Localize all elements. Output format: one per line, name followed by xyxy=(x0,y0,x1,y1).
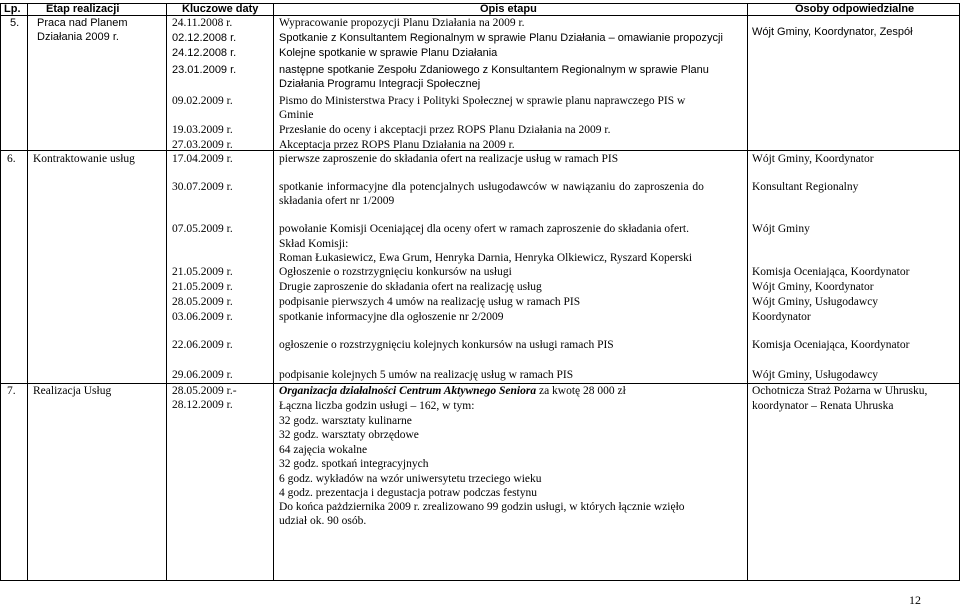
responsible-persons: Wójt Gminy, Koordynator, Zespół xyxy=(752,26,913,38)
responsible-persons: Wójt Gminy xyxy=(752,223,810,235)
key-date: 24.12.2008 r. xyxy=(172,47,237,59)
stage-description: Przesłanie do oceny i akceptacji przez ROPS Planu Działania na 2009 r. xyxy=(279,124,611,136)
column-border xyxy=(166,3,167,581)
key-date: 17.04.2009 r. xyxy=(172,153,233,165)
stage-description: podpisanie pierwszych 4 umów na realizację usług w ramach PIS xyxy=(279,296,581,308)
key-date: 09.02.2009 r. xyxy=(172,95,233,107)
stage-description: Wypracowanie propozycji Planu Działania na 2009 r. xyxy=(279,17,525,29)
service-detail: 32 godz. warsztaty obrzędowe xyxy=(279,429,419,441)
key-date: 07.05.2009 r. xyxy=(172,223,233,235)
key-date: 29.06.2009 r. xyxy=(172,369,233,381)
service-amount: za kwotę 28 000 zł xyxy=(536,385,626,397)
key-date: 21.05.2009 r. xyxy=(172,266,233,278)
stage-description: spotkanie informacyjne dla potencjalnych usługodawców w nawiązaniu do zaproszenia do xyxy=(279,181,704,193)
column-border xyxy=(27,3,28,581)
responsible-persons: koordynator – Renata Uhruska xyxy=(752,400,894,412)
header-opis: Opis etapu xyxy=(480,3,537,15)
key-date: 19.03.2009 r. xyxy=(172,124,233,136)
header-daty: Kluczowe daty xyxy=(182,3,259,15)
key-date: 02.12.2008 r. xyxy=(172,32,237,44)
key-date: 28.05.2009 r.- xyxy=(172,385,237,397)
key-date: 30.07.2009 r. xyxy=(172,181,233,193)
header-osoby: Osoby odpowiedzialne xyxy=(795,3,915,15)
stage-description: ogłoszenie o rozstrzygnięciu kolejnych konkursów na usługi ramach PIS xyxy=(279,339,614,351)
service-detail: udział ok. 90 osób. xyxy=(279,515,367,527)
key-date: 03.06.2009 r. xyxy=(172,311,233,323)
service-title: Organizacja działalności Centrum Aktywnego Seniora xyxy=(279,385,537,397)
responsible-persons: Wójt Gminy, Usługodawcy xyxy=(752,296,879,308)
stage-description: Drugie zaproszenie do składania ofert na realizację usług xyxy=(279,281,542,293)
stage-description: pierwsze zaproszenie do składania ofert na realizacje usług w ramach PIS xyxy=(279,153,619,165)
responsible-persons: Koordynator xyxy=(752,311,811,323)
stage-description: składania ofert nr 1/2009 xyxy=(279,195,395,207)
key-date: 28.05.2009 r. xyxy=(172,296,233,308)
responsible-persons: Wójt Gminy, Koordynator xyxy=(752,281,874,293)
table-bottom-border xyxy=(0,580,960,581)
section-stage: Realizacja Usług xyxy=(33,385,112,397)
stage-description: powołanie Komisji Oceniającej dla oceny ofert w ramach zaproszenie do składania ofert. xyxy=(279,223,689,235)
service-detail: 64 zajęcia wokalne xyxy=(279,444,368,456)
responsible-persons: Wójt Gminy, Koordynator xyxy=(752,153,874,165)
key-date: 21.05.2009 r. xyxy=(172,281,233,293)
stage-description: Akceptacja przez ROPS Planu Działania na 2009 r. xyxy=(279,139,515,151)
key-date: 22.06.2009 r. xyxy=(172,339,233,351)
responsible-persons: Komisja Oceniająca, Koordynator xyxy=(752,339,910,351)
header-lp: Lp. xyxy=(4,3,21,15)
header-etap: Etap realizacji xyxy=(46,3,120,15)
stage-description: Skład Komisji: xyxy=(279,238,349,250)
stage-description: Kolejne spotkanie w sprawie Planu Działania xyxy=(279,47,498,59)
responsible-persons: Komisja Oceniająca, Koordynator xyxy=(752,266,910,278)
stage-description: Ogłoszenie o rozstrzygnięciu konkursów na usługi xyxy=(279,266,512,278)
responsible-persons: Wójt Gminy, Usługodawcy xyxy=(752,369,879,381)
service-detail: 6 godz. wykładów na wzór uniwersytetu trzeciego wieku xyxy=(279,473,542,485)
section-stage: Kontraktowanie usług xyxy=(33,153,135,165)
key-date: 23.01.2009 r. xyxy=(172,64,237,76)
service-detail: 32 godz. warsztaty kulinarne xyxy=(279,415,412,427)
service-detail: 4 godz. prezentacja i degustacja potraw podczas festynu xyxy=(279,487,538,499)
stage-description: Pismo do Ministerstwa Pracy i Polityki Społecznej w sprawie planu naprawczego PIS w xyxy=(279,95,686,107)
service-detail: Łączna liczba godzin usługi – 162, w tym: xyxy=(279,400,475,412)
stage-description: spotkanie informacyjne dla ogłoszenie nr 2/2009 xyxy=(279,311,504,323)
key-date: 28.12.2009 r. xyxy=(172,399,233,411)
section-number: 7. xyxy=(7,385,16,397)
responsible-persons: Konsultant Regionalny xyxy=(752,181,859,193)
service-title-line xyxy=(279,384,626,398)
column-border xyxy=(0,3,1,581)
service-detail: Do końca pażdziernika 2009 r. zrealizowano 99 godzin usługi, w których łącznie wzięło xyxy=(279,501,685,513)
stage-description: Gminie xyxy=(279,109,314,121)
section-stage: Praca nad Planem xyxy=(37,17,128,29)
page-number: 12 xyxy=(909,593,921,607)
section-number: 5. xyxy=(10,17,20,29)
column-border xyxy=(747,3,748,581)
stage-description: podpisanie kolejnych 5 umów na realizację usług w ramach PIS xyxy=(279,369,574,381)
stage-description: Roman Łukasiewicz, Ewa Grum, Henryka Darnia, Henryka Olkiewicz, Ryszard Koperski xyxy=(279,252,693,264)
stage-description: następne spotkanie Zespołu Zdaniowego z Konsultantem Regionalnym w sprawie Planu xyxy=(279,64,709,76)
section-stage: Działania 2009 r. xyxy=(37,31,119,43)
key-date: 27.03.2009 r. xyxy=(172,139,233,151)
responsible-persons: Ochotnicza Straż Pożarna w Uhrusku, xyxy=(752,385,928,397)
service-detail: 32 godz. spotkań integracyjnych xyxy=(279,458,429,470)
section-number: 6. xyxy=(7,153,16,165)
stage-description: Działania Programu Integracji Społecznej xyxy=(279,78,481,90)
key-date: 24.11.2008 r. xyxy=(172,17,233,29)
column-border xyxy=(273,3,274,581)
stage-description: Spotkanie z Konsultantem Regionalnym w sprawie Planu Działania – omawianie propozycji xyxy=(279,32,723,44)
